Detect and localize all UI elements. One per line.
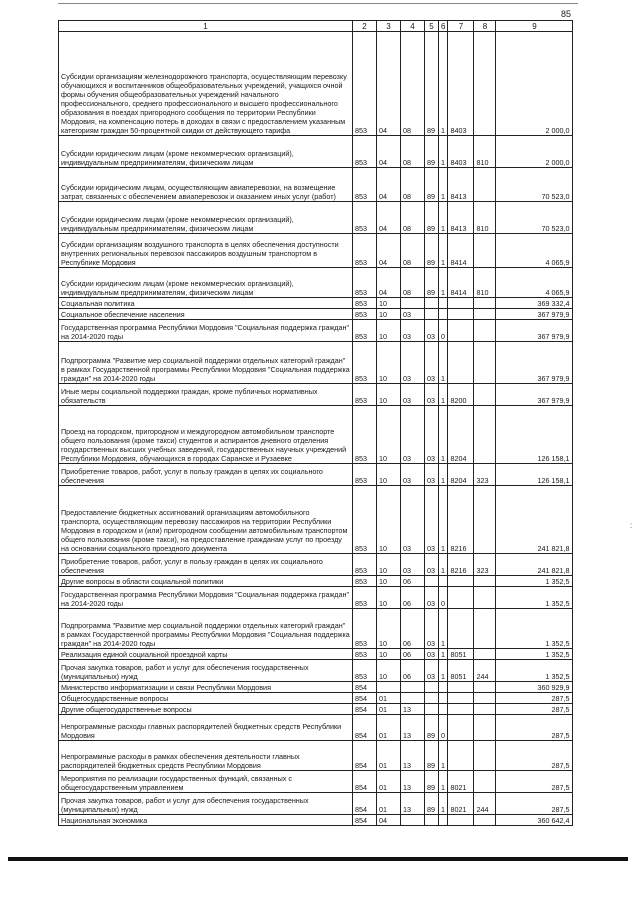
- col-3-code: 10: [377, 486, 401, 554]
- col-6-code: 1: [439, 384, 448, 406]
- col-2-code: 853: [353, 32, 377, 136]
- col-5-code: 89: [425, 202, 439, 234]
- row-name: Прочая закупка товаров, работ и услуг для обеспечения государственных (муниципальных) нужд: [59, 660, 353, 682]
- col-2-code: 854: [353, 815, 377, 826]
- col-5-code: [425, 682, 439, 693]
- col-2-code: 854: [353, 715, 377, 741]
- col-5-code: 89: [425, 793, 439, 815]
- header-cell: 6: [439, 21, 448, 32]
- col-5-code: 89: [425, 741, 439, 771]
- col-7-code: 8403: [448, 136, 474, 168]
- col-2-code: 854: [353, 771, 377, 793]
- col-5-code: 89: [425, 234, 439, 268]
- col-3-code: 01: [377, 793, 401, 815]
- col-5-code: 89: [425, 168, 439, 202]
- col-4-code: 08: [401, 268, 425, 298]
- col-4-code: 03: [401, 406, 425, 464]
- col-3-code: [377, 682, 401, 693]
- row-name: Национальная экономика: [59, 815, 353, 826]
- col-3-code: 10: [377, 342, 401, 384]
- table-row: [59, 342, 573, 384]
- col-6-code: 1: [439, 234, 448, 268]
- col-7-code: 8414: [448, 234, 474, 268]
- col-7-code: [448, 693, 474, 704]
- col-5-code: [425, 704, 439, 715]
- row-name: Подпрограмма "Развитие мер социальной поддержки отдельных категорий граждан" в рамках Государственной программы Республики Мордовия "Социальная поддержка граждан" на 2014-2020 годы: [59, 342, 353, 384]
- col-5-code: 89: [425, 268, 439, 298]
- col-8-code: 810: [474, 136, 496, 168]
- col-5-code: 03: [425, 406, 439, 464]
- amount-cell: 1 352,5: [496, 649, 573, 660]
- col-3-code: 10: [377, 649, 401, 660]
- row-name: Субсидии организациям воздушного транспорта в целях обеспечения доступности внутренних региональных перевозок пассажиров воздушным транспортом в Республике Мордовия: [59, 234, 353, 268]
- row-name: Государственная программа Республики Мордовия "Социальная поддержка граждан" на 2014-2020 годы: [59, 320, 353, 342]
- table-row: [59, 576, 573, 587]
- col-7-code: 8413: [448, 202, 474, 234]
- col-2-code: 853: [353, 136, 377, 168]
- amount-cell: 360 929,9: [496, 682, 573, 693]
- col-6-code: 1: [439, 268, 448, 298]
- header-cell: 5: [425, 21, 439, 32]
- col-2-code: 854: [353, 693, 377, 704]
- table-row: [59, 168, 573, 202]
- amount-cell: 70 523,0: [496, 168, 573, 202]
- col-8-code: 810: [474, 202, 496, 234]
- amount-cell: 2 000,0: [496, 32, 573, 136]
- amount-cell: 287,5: [496, 771, 573, 793]
- amount-cell: 367 979,9: [496, 342, 573, 384]
- col-8-code: [474, 693, 496, 704]
- table-row: [59, 704, 573, 715]
- col-7-code: [448, 704, 474, 715]
- col-4-code: 08: [401, 202, 425, 234]
- col-5-code: [425, 298, 439, 309]
- amount-cell: 1 352,5: [496, 609, 573, 649]
- col-6-code: [439, 693, 448, 704]
- col-3-code: 04: [377, 32, 401, 136]
- col-8-code: 323: [474, 554, 496, 576]
- col-7-code: 8051: [448, 660, 474, 682]
- row-name: Субсидии юридическим лицам (кроме некоммерческих организаций), индивидуальным предпринимателям, физическим лицам: [59, 202, 353, 234]
- col-5-code: 89: [425, 715, 439, 741]
- col-7-code: [448, 587, 474, 609]
- col-3-code: 04: [377, 168, 401, 202]
- col-8-code: [474, 815, 496, 826]
- amount-cell: 287,5: [496, 693, 573, 704]
- row-name: Субсидии юридическим лицам (кроме некоммерческих организаций), индивидуальным предпринимателям, физическим лицам: [59, 268, 353, 298]
- col-2-code: 854: [353, 793, 377, 815]
- col-3-code: 01: [377, 693, 401, 704]
- col-7-code: [448, 609, 474, 649]
- row-name: Прочая закупка товаров, работ и услуг для обеспечения государственных (муниципальных) нужд: [59, 793, 353, 815]
- row-name: Непрограммные расходы в рамках обеспечения деятельности главных распорядителей бюджетных средств Республики Мордовия: [59, 741, 353, 771]
- col-5-code: 03: [425, 464, 439, 486]
- table-row: [59, 384, 573, 406]
- col-7-code: [448, 576, 474, 587]
- table-row: [59, 587, 573, 609]
- table-row: [59, 268, 573, 298]
- amount-cell: 126 158,1: [496, 406, 573, 464]
- amount-cell: 287,5: [496, 793, 573, 815]
- row-name: Социальное обеспечение населения: [59, 309, 353, 320]
- row-name: Субсидии юридическим лицам (кроме некоммерческих организаций), индивидуальным предпринимателям, физическим лицам: [59, 136, 353, 168]
- col-8-code: [474, 342, 496, 384]
- header-cell: 8: [474, 21, 496, 32]
- col-7-code: 8021: [448, 793, 474, 815]
- col-6-code: 1: [439, 168, 448, 202]
- row-name: Непрограммные расходы главных распорядителей бюджетных средств Республики Мордовия: [59, 715, 353, 741]
- col-8-code: [474, 168, 496, 202]
- col-5-code: 03: [425, 320, 439, 342]
- col-6-code: 0: [439, 715, 448, 741]
- table-row: [59, 554, 573, 576]
- col-7-code: 8051: [448, 649, 474, 660]
- margin-mark: :: [630, 521, 633, 530]
- col-2-code: 853: [353, 660, 377, 682]
- col-3-code: 10: [377, 309, 401, 320]
- col-6-code: 1: [439, 202, 448, 234]
- table-row: [59, 609, 573, 649]
- col-3-code: 10: [377, 587, 401, 609]
- col-4-code: 13: [401, 704, 425, 715]
- col-3-code: 10: [377, 554, 401, 576]
- col-7-code: 8413: [448, 168, 474, 202]
- col-3-code: 04: [377, 202, 401, 234]
- row-name: Государственная программа Республики Мордовия "Социальная поддержка граждан" на 2014-2020 годы: [59, 587, 353, 609]
- col-2-code: 853: [353, 576, 377, 587]
- col-7-code: 8200: [448, 384, 474, 406]
- col-3-code: 10: [377, 464, 401, 486]
- col-4-code: 06: [401, 609, 425, 649]
- col-4-code: 06: [401, 649, 425, 660]
- col-7-code: [448, 309, 474, 320]
- col-3-code: 04: [377, 136, 401, 168]
- col-2-code: 853: [353, 234, 377, 268]
- col-4-code: [401, 682, 425, 693]
- table-row: [59, 234, 573, 268]
- col-6-code: [439, 298, 448, 309]
- page-number: 85: [561, 9, 572, 19]
- col-7-code: [448, 298, 474, 309]
- col-5-code: [425, 309, 439, 320]
- row-name: Субсидии организациям железнодорожного транспорта, осуществляющим перевозку обучающихся и воспитанников общеобразовательных учреждений, учащихся очной формы обучения общеобразовательных учреждений начального профессионального, среднего профессионального и высшего профессионального образования в поездах пригородного сообщения по территории Республики Мордовия, на компенсацию потерь в доходах в связи с предоставлением указанным категориям граждан 50-процентной скидки от действующего тарифа: [59, 32, 353, 136]
- col-4-code: 03: [401, 309, 425, 320]
- col-2-code: 853: [353, 298, 377, 309]
- col-2-code: 853: [353, 609, 377, 649]
- col-6-code: 1: [439, 136, 448, 168]
- col-8-code: [474, 682, 496, 693]
- col-6-code: [439, 704, 448, 715]
- col-8-code: [474, 298, 496, 309]
- row-name: Общегосударственные вопросы: [59, 693, 353, 704]
- row-name: Другие общегосударственные вопросы: [59, 704, 353, 715]
- row-name: Иные меры социальной поддержки граждан, кроме публичных нормативных обязательств: [59, 384, 353, 406]
- col-8-code: [474, 406, 496, 464]
- col-5-code: 03: [425, 384, 439, 406]
- table-row: [59, 682, 573, 693]
- amount-cell: 287,5: [496, 704, 573, 715]
- scan-edge-line: [58, 3, 578, 4]
- col-3-code: 04: [377, 234, 401, 268]
- col-3-code: 01: [377, 741, 401, 771]
- row-name: Предоставление бюджетных ассигнований организациям автомобильного транспорта, осуществляющим перевозку пассажиров на территории Республики Мордовия в городском и (или) пригородном сообщении автомобильным транспортом общего пользования (кроме такси), на предоставление гражданам услуг по проезду на основании социального проездного документа: [59, 486, 353, 554]
- col-7-code: [448, 715, 474, 741]
- amount-cell: 2 000,0: [496, 136, 573, 168]
- header-cell: 7: [448, 21, 474, 32]
- table-row: [59, 815, 573, 826]
- col-2-code: 853: [353, 202, 377, 234]
- col-2-code: 853: [353, 384, 377, 406]
- amount-cell: 70 523,0: [496, 202, 573, 234]
- amount-cell: 360 642,4: [496, 815, 573, 826]
- col-7-code: 8204: [448, 406, 474, 464]
- col-3-code: 04: [377, 268, 401, 298]
- table-row: [59, 309, 573, 320]
- amount-cell: 287,5: [496, 741, 573, 771]
- col-4-code: 13: [401, 715, 425, 741]
- col-8-code: 810: [474, 268, 496, 298]
- col-2-code: 853: [353, 486, 377, 554]
- col-7-code: [448, 741, 474, 771]
- col-5-code: 03: [425, 342, 439, 384]
- col-7-code: 8414: [448, 268, 474, 298]
- col-4-code: 06: [401, 660, 425, 682]
- table-row: [59, 771, 573, 793]
- header-cell: 2: [353, 21, 377, 32]
- col-8-code: [474, 715, 496, 741]
- amount-cell: 369 332,4: [496, 298, 573, 309]
- amount-cell: 241 821,8: [496, 554, 573, 576]
- col-7-code: [448, 682, 474, 693]
- table-row: [59, 693, 573, 704]
- col-8-code: [474, 32, 496, 136]
- col-8-code: 244: [474, 793, 496, 815]
- row-name: Проезд на городском, пригородном и междугородном автомобильном транспорте общего пользования (кроме такси) студентов и аспирантов дневного отделения государственных высших учебных заведений, государственных научных учреждений Республики Мордовия, обучающихся в городах Саранске и Рузаевке: [59, 406, 353, 464]
- header-cell: 9: [496, 21, 573, 32]
- col-5-code: [425, 815, 439, 826]
- col-3-code: 10: [377, 609, 401, 649]
- col-6-code: 1: [439, 554, 448, 576]
- col-6-code: [439, 309, 448, 320]
- header-cell: 1: [59, 21, 353, 32]
- row-name: Приобретение товаров, работ, услуг в пользу граждан в целях их социального обеспечения: [59, 554, 353, 576]
- col-7-code: 8216: [448, 486, 474, 554]
- col-2-code: 853: [353, 587, 377, 609]
- col-4-code: 03: [401, 486, 425, 554]
- col-7-code: 8204: [448, 464, 474, 486]
- col-8-code: [474, 309, 496, 320]
- col-4-code: 06: [401, 587, 425, 609]
- col-3-code: 01: [377, 715, 401, 741]
- col-6-code: 1: [439, 342, 448, 384]
- col-2-code: 853: [353, 406, 377, 464]
- col-5-code: 03: [425, 660, 439, 682]
- table-row: [59, 406, 573, 464]
- col-2-code: 853: [353, 168, 377, 202]
- col-2-code: 853: [353, 464, 377, 486]
- amount-cell: 1 352,5: [496, 660, 573, 682]
- col-4-code: 13: [401, 793, 425, 815]
- amount-cell: 241 821,8: [496, 486, 573, 554]
- amount-cell: 367 979,9: [496, 309, 573, 320]
- col-5-code: 03: [425, 554, 439, 576]
- col-6-code: [439, 815, 448, 826]
- col-8-code: [474, 384, 496, 406]
- col-6-code: 1: [439, 741, 448, 771]
- col-4-code: 03: [401, 384, 425, 406]
- budget-table: [58, 20, 573, 826]
- col-2-code: 854: [353, 682, 377, 693]
- col-5-code: 03: [425, 649, 439, 660]
- row-name: Подпрограмма "Развитие мер социальной поддержки отдельных категорий граждан" в рамках Государственной программы Республики Мордовия "Социальная поддержка граждан" на 2014-2020 годы: [59, 609, 353, 649]
- col-8-code: [474, 587, 496, 609]
- bottom-rule: [8, 857, 628, 861]
- table-row: [59, 32, 573, 136]
- col-2-code: 854: [353, 704, 377, 715]
- col-2-code: 853: [353, 342, 377, 384]
- col-7-code: 8216: [448, 554, 474, 576]
- header-row: [59, 21, 573, 32]
- col-2-code: 853: [353, 320, 377, 342]
- header-cell: 4: [401, 21, 425, 32]
- col-4-code: [401, 298, 425, 309]
- col-5-code: [425, 576, 439, 587]
- header-cell: 3: [377, 21, 401, 32]
- col-4-code: 08: [401, 32, 425, 136]
- col-8-code: [474, 704, 496, 715]
- col-4-code: 13: [401, 741, 425, 771]
- row-name: Приобретение товаров, работ, услуг в пользу граждан в целях их социального обеспечения: [59, 464, 353, 486]
- col-6-code: 0: [439, 320, 448, 342]
- col-4-code: 08: [401, 234, 425, 268]
- table-row: [59, 202, 573, 234]
- col-4-code: 13: [401, 771, 425, 793]
- col-6-code: 1: [439, 771, 448, 793]
- col-6-code: 1: [439, 660, 448, 682]
- col-5-code: 03: [425, 609, 439, 649]
- col-3-code: 01: [377, 704, 401, 715]
- col-8-code: [474, 649, 496, 660]
- amount-cell: 1 352,5: [496, 587, 573, 609]
- col-6-code: [439, 576, 448, 587]
- table-row: [59, 298, 573, 309]
- table-row: [59, 715, 573, 741]
- table-row: [59, 486, 573, 554]
- row-name: Другие вопросы в области социальной политики: [59, 576, 353, 587]
- table-row: [59, 136, 573, 168]
- col-6-code: 1: [439, 649, 448, 660]
- col-4-code: 08: [401, 136, 425, 168]
- col-7-code: 8403: [448, 32, 474, 136]
- col-8-code: [474, 771, 496, 793]
- table-row: [59, 741, 573, 771]
- col-2-code: 853: [353, 554, 377, 576]
- amount-cell: 1 352,5: [496, 576, 573, 587]
- amount-cell: 4 065,9: [496, 234, 573, 268]
- col-5-code: 03: [425, 486, 439, 554]
- col-5-code: 89: [425, 32, 439, 136]
- amount-cell: 287,5: [496, 715, 573, 741]
- col-6-code: 1: [439, 406, 448, 464]
- col-6-code: 1: [439, 464, 448, 486]
- col-6-code: 1: [439, 609, 448, 649]
- col-5-code: [425, 693, 439, 704]
- col-4-code: [401, 693, 425, 704]
- row-name: Социальная политика: [59, 298, 353, 309]
- col-6-code: 0: [439, 587, 448, 609]
- col-4-code: [401, 815, 425, 826]
- col-3-code: 10: [377, 384, 401, 406]
- col-6-code: 1: [439, 486, 448, 554]
- col-5-code: 03: [425, 587, 439, 609]
- col-5-code: 89: [425, 136, 439, 168]
- col-2-code: 854: [353, 741, 377, 771]
- col-7-code: [448, 815, 474, 826]
- col-8-code: [474, 741, 496, 771]
- table-row: [59, 320, 573, 342]
- col-8-code: [474, 609, 496, 649]
- col-8-code: 323: [474, 464, 496, 486]
- table-row: [59, 660, 573, 682]
- col-7-code: [448, 342, 474, 384]
- col-6-code: 1: [439, 793, 448, 815]
- col-3-code: 10: [377, 660, 401, 682]
- col-2-code: 853: [353, 309, 377, 320]
- col-8-code: [474, 320, 496, 342]
- table-row: [59, 464, 573, 486]
- row-name: Министерство информатизации и связи Республики Мордовия: [59, 682, 353, 693]
- col-2-code: 853: [353, 649, 377, 660]
- col-4-code: 03: [401, 342, 425, 384]
- col-4-code: 03: [401, 320, 425, 342]
- col-3-code: 10: [377, 320, 401, 342]
- col-3-code: 10: [377, 406, 401, 464]
- col-6-code: 1: [439, 32, 448, 136]
- col-8-code: 244: [474, 660, 496, 682]
- col-7-code: 8021: [448, 771, 474, 793]
- row-name: Субсидии юридическим лицам, осуществляющим авиаперевозки, на возмещение затрат, связанных с обеспечением авиаперевозок и оказанием иных услуг (работ): [59, 168, 353, 202]
- amount-cell: 367 979,9: [496, 384, 573, 406]
- amount-cell: 367 979,9: [496, 320, 573, 342]
- row-name: Реализация единой социальной проездной карты: [59, 649, 353, 660]
- table-row: [59, 649, 573, 660]
- col-8-code: [474, 486, 496, 554]
- col-4-code: 08: [401, 168, 425, 202]
- col-4-code: 03: [401, 554, 425, 576]
- col-8-code: [474, 576, 496, 587]
- col-4-code: 03: [401, 464, 425, 486]
- col-4-code: 06: [401, 576, 425, 587]
- col-6-code: [439, 682, 448, 693]
- col-8-code: [474, 234, 496, 268]
- table-row: [59, 793, 573, 815]
- col-3-code: 10: [377, 298, 401, 309]
- col-3-code: 10: [377, 576, 401, 587]
- col-7-code: [448, 320, 474, 342]
- col-5-code: 89: [425, 771, 439, 793]
- row-name: Мероприятия по реализации государственных функций, связанных с общегосударственным управлением: [59, 771, 353, 793]
- col-2-code: 853: [353, 268, 377, 298]
- col-3-code: 01: [377, 771, 401, 793]
- amount-cell: 4 065,9: [496, 268, 573, 298]
- col-3-code: 04: [377, 815, 401, 826]
- amount-cell: 126 158,1: [496, 464, 573, 486]
